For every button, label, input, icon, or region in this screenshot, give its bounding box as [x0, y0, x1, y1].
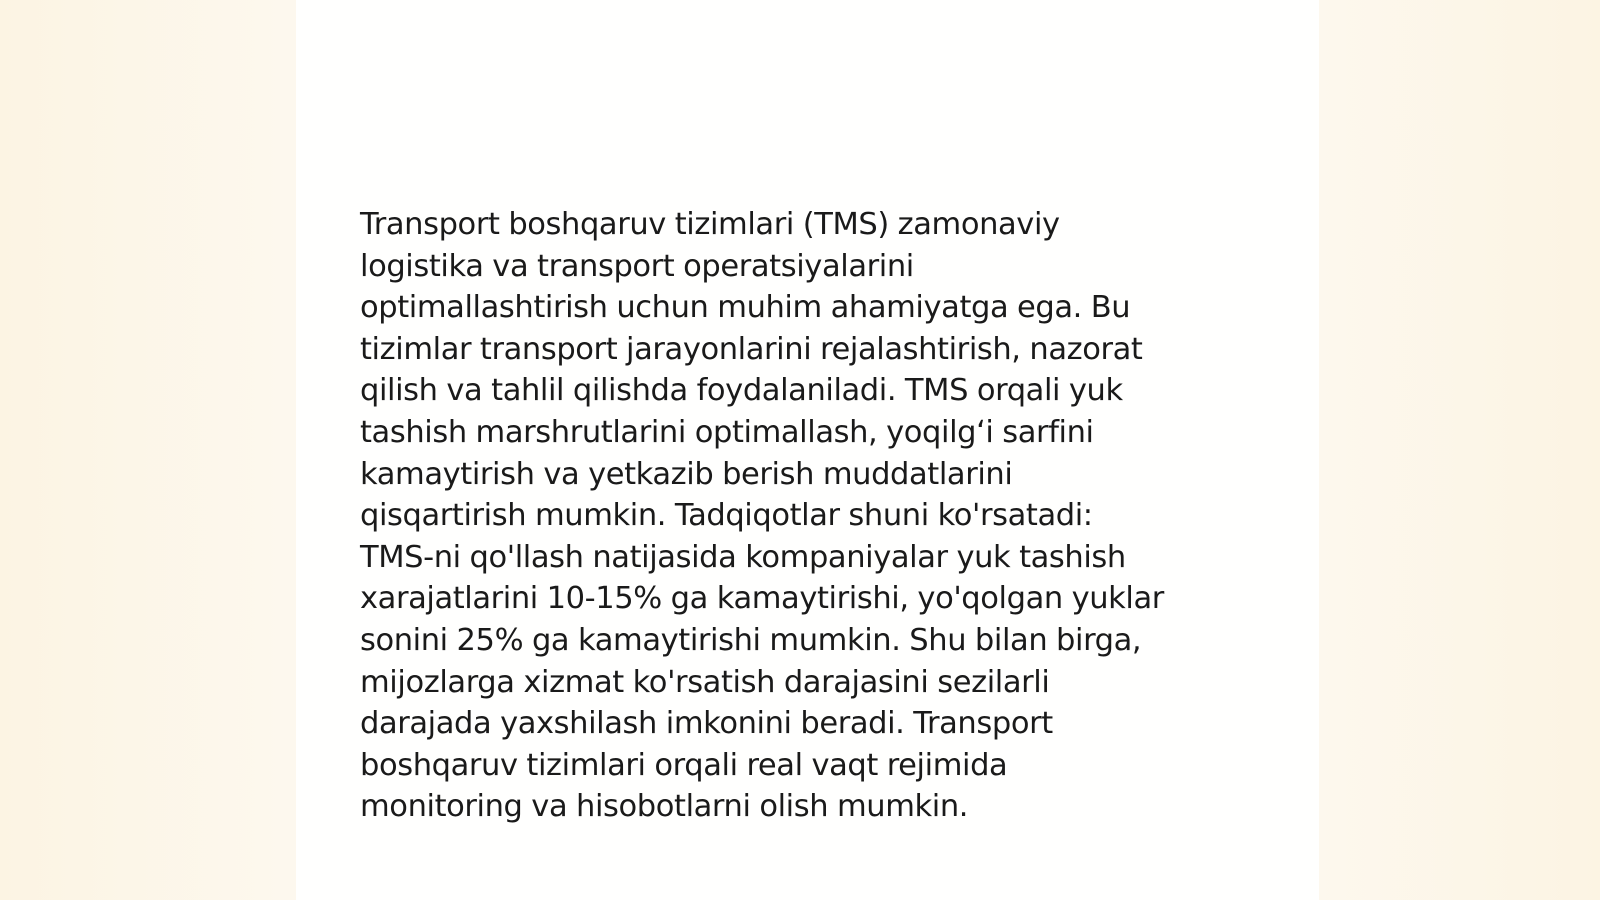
body-paragraph: [360, 204, 1260, 828]
paragraph-line: xarajatlarini 10-15% ga kamaytirishi, yo'qolgan yuklar: [360, 581, 1164, 617]
paragraph-line: optimallashtirish uchun muhim ahamiyatga ega. Bu: [360, 290, 1131, 326]
paragraph-line: qisqartirish mumkin. Tadqiqotlar shuni ko'rsatadi:: [360, 498, 1093, 534]
paragraph-line: Transport boshqaruv tizimlari (TMS) zamonaviy: [360, 207, 1060, 242]
paragraph-line: boshqaruv tizimlari orqali real vaqt rejimida: [360, 747, 1008, 783]
paragraph-line: tizimlar transport jarayonlarini rejalashtirish, nazorat: [360, 331, 1143, 367]
paragraph-line: TMS-ni qo'llash natijasida kompaniyalar yuk tashish: [360, 539, 1126, 575]
paragraph-line: darajada yaxshilash imkonini beradi. Transport: [360, 706, 1053, 742]
paragraph-line: mijozlarga xizmat ko'rsatish darajasini sezilarli: [360, 664, 1050, 700]
document-page: [296, 0, 1319, 900]
paragraph-line: sonini 25% ga kamaytirishi mumkin. Shu bilan birga,: [360, 622, 1142, 658]
paragraph-line: logistika va transport operatsiyalarini: [360, 248, 914, 284]
paragraph-line: monitoring va hisobotlarni olish mumkin.: [360, 789, 969, 825]
paragraph-line: tashish marshrutlarini optimallash, yoqilg‘i sarfini: [360, 414, 1094, 450]
paragraph-line: kamaytirish va yetkazib berish muddatlarini: [360, 456, 1013, 492]
paragraph-line: qilish va tahlil qilishda foydalaniladi. TMS orqali yuk: [360, 373, 1123, 409]
